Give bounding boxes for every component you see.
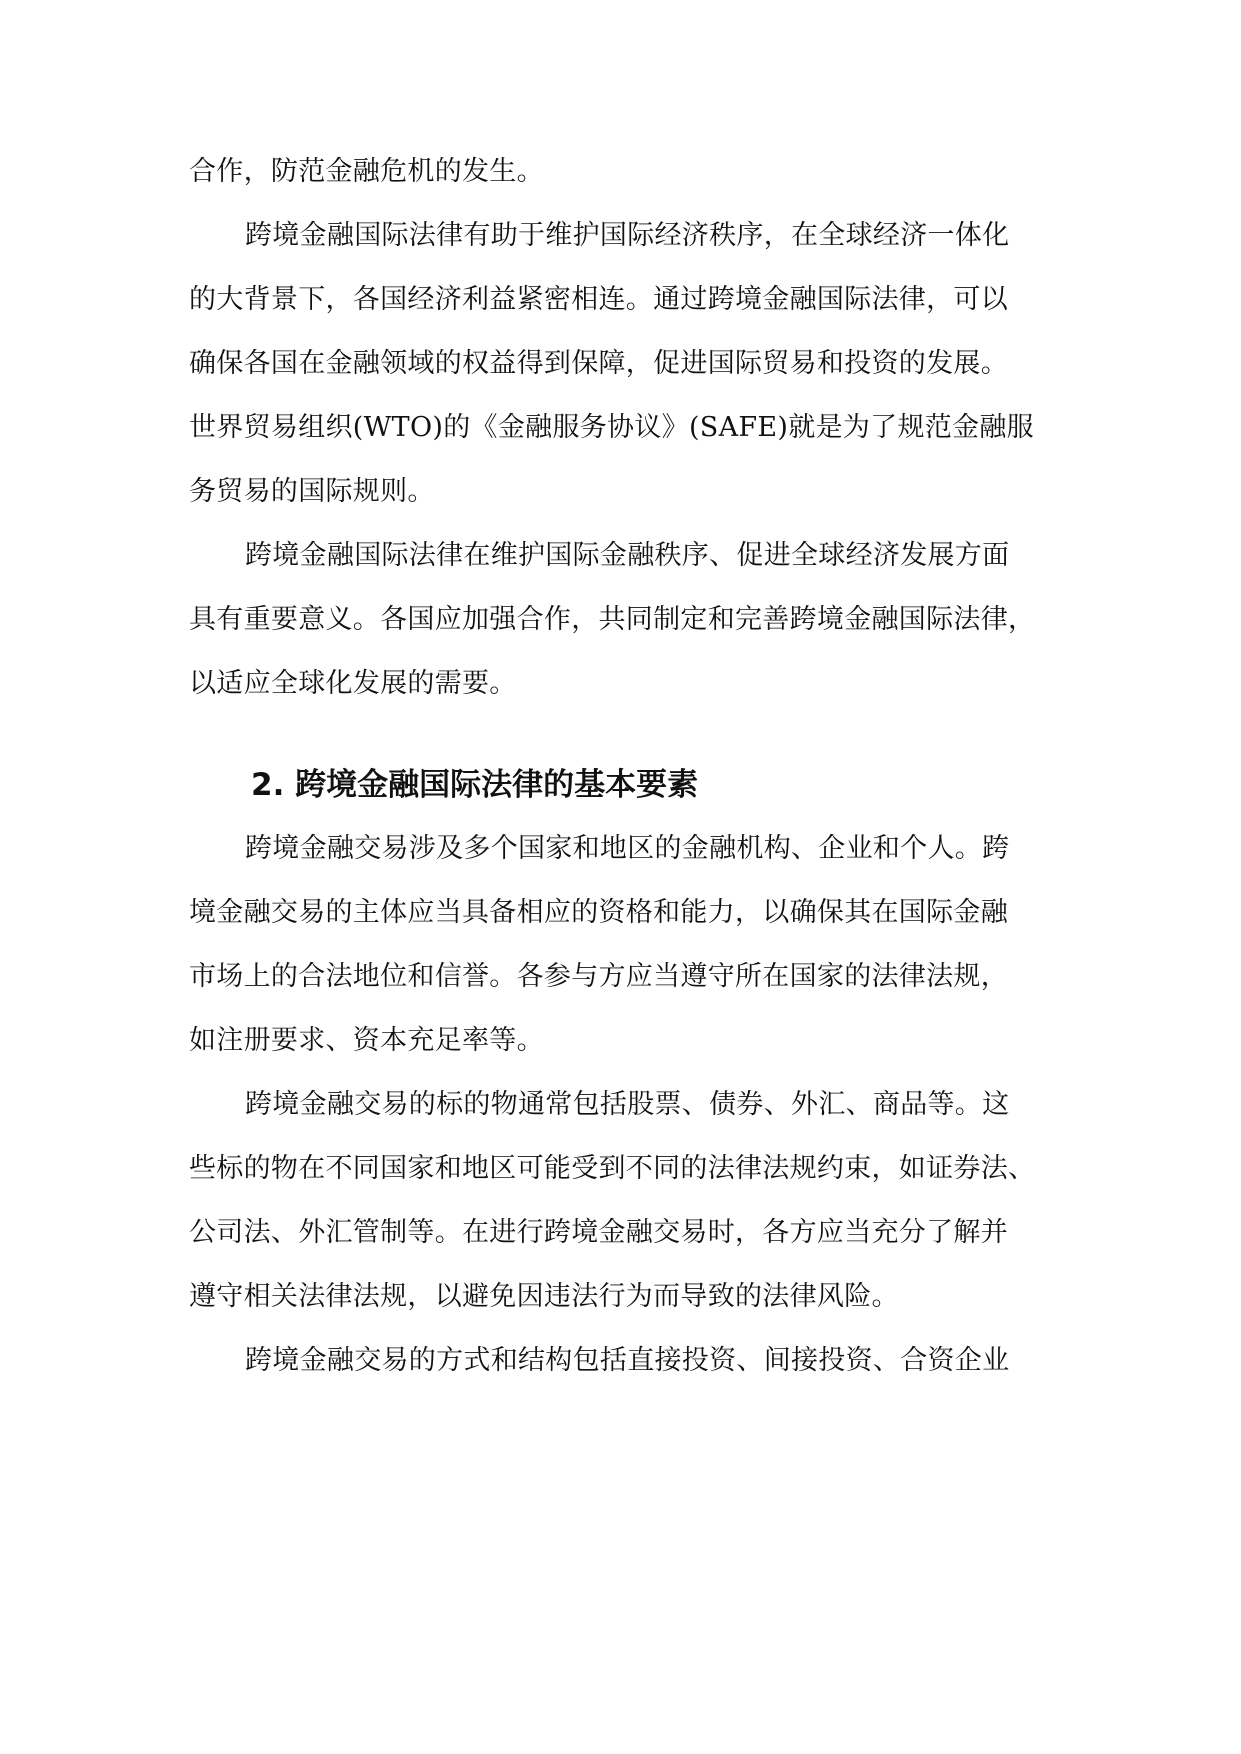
paragraph-continuation [189,140,1059,204]
text-line: 如注册要求、资本充足率等。 [189,1025,544,1056]
paragraph-subjects [189,817,1059,1073]
text-line: 务贸易的国际规则。 [189,476,435,507]
text-line: 的大背景下，各国经济利益紧密相连。通过跨境金融国际法律，可以 [189,284,1008,315]
paragraph-significance-summary [189,524,1059,716]
paragraph-significance-order [189,204,1059,524]
text-line: 世界贸易组织(WTO)的《金融服务协议》(SAFE)就是为了规范金融服 [189,412,1034,443]
text-line: 跨境金融国际法律在维护国际金融秩序、促进全球经济发展方面 [245,540,1010,571]
paragraph-structure [189,1329,1059,1393]
text-line: 公司法、外汇管制等。在进行跨境金融交易时，各方应当充分了解并 [189,1217,1008,1248]
text-line: 市场上的合法地位和信誉。各参与方应当遵守所在国家的法律法规， [189,961,1008,992]
text-line: 境金融交易的主体应当具备相应的资格和能力，以确保其在国际金融 [189,897,1008,928]
text-line: 些标的物在不同国家和地区可能受到不同的法律法规约束，如证券法、 [189,1153,1036,1184]
text-line: 跨境金融交易涉及多个国家和地区的金融机构、企业和个人。跨 [245,833,1010,864]
text-line: 以适应全球化发展的需要。 [189,668,517,699]
text-line: 遵守相关法律法规，以避免因违法行为而导致的法律风险。 [189,1281,899,1312]
section-heading: 2. 跨境金融国际法律的基本要素 [251,767,699,803]
document-body [189,140,1059,1393]
paragraph-objects [189,1073,1059,1329]
text-line: 确保各国在金融领域的权益得到保障，促进国际贸易和投资的发展。 [189,348,1008,379]
text-line: 合作，防范金融危机的发生。 [189,156,544,187]
text-line: 跨境金融交易的方式和结构包括直接投资、间接投资、合资企业 [245,1345,1010,1376]
section-spacer [189,716,1059,753]
text-line: 跨境金融国际法律有助于维护国际经济秩序，在全球经济一体化 [245,220,1010,251]
text-line: 具有重要意义。各国应加强合作，共同制定和完善跨境金融国际法律， [189,604,1036,635]
text-line: 跨境金融交易的标的物通常包括股票、债券、外汇、商品等。这 [245,1089,1010,1120]
